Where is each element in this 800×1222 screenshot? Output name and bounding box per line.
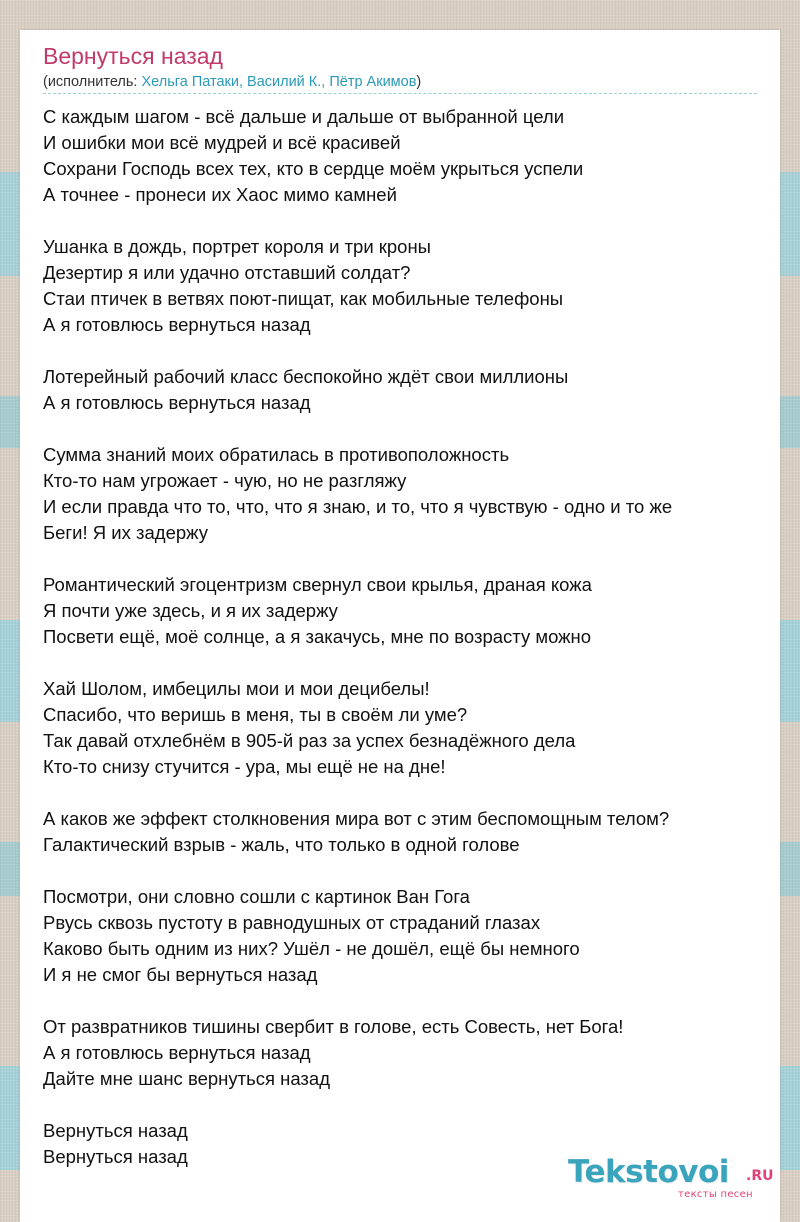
lyric-line: А я готовлюсь вернуться назад [43,392,311,413]
lyrics-stanza [43,884,768,988]
lyrics-stanza [43,104,768,208]
lyric-line: А точнее - пронеси их Хаос мимо камней [43,184,397,205]
artist-suffix: ) [416,74,422,90]
lyrics-stanza [43,364,768,416]
lyric-line: А я готовлюсь вернуться назад [43,314,311,335]
lyrics-stanza [43,806,768,858]
lyric-line: Ушанка в дождь, портрет короля и три кроны [43,236,431,257]
lyric-line: И ошибки мои всё мудрей и всё красивей [43,132,401,153]
lyric-line: Стаи птичек в ветвях поют-пищат, как мобильные телефоны [43,288,564,309]
lyric-line: Романтический эгоцентризм свернул свои крылья, драная кожа [43,574,592,595]
lyric-line: Посвети ещё, моё солнце, а я закачусь, мне по возрасту можно [43,626,592,647]
lyric-line: Вернуться назад [43,1120,188,1141]
lyric-line: А я готовлюсь вернуться назад [43,1042,311,1063]
lyrics-stanza [43,572,768,650]
lyric-line: Каково быть одним из них? Ушёл - не дошёл, ещё бы немного [43,938,580,959]
lyrics-stanza [43,442,768,546]
lyric-line: А каков же эффект столкновения мира вот с этим беспомощным телом? [43,808,670,829]
logo-subtitle: тексты песен [678,1189,753,1200]
artist-prefix: (исполнитель: [43,74,142,90]
lyric-line: Беги! Я их задержу [43,522,208,543]
lyric-line: Галактический взрыв - жаль, что только в одной голове [43,834,520,855]
lyrics-body [43,104,768,1170]
lyric-line: Кто-то нам угрожает - чую, но не разгляжу [43,470,407,491]
lyric-line: Я почти уже здесь, и я их задержу [43,600,338,621]
lyric-line: Рвусь сквозь пустоту в равнодушных от страданий глазах [43,912,541,933]
artist-links[interactable]: Хельга Патаки, Василий К., Пётр Акимов [141,74,417,90]
lyric-line: Дайте мне шанс вернуться назад [43,1068,330,1089]
lyrics-sheet [20,30,780,1222]
lyric-line: Сохрани Господь всех тех, кто в сердце моём укрыться успели [43,158,584,179]
logo-wordmark: Tekstovoi [568,1154,729,1190]
lyric-line: Дезертир я или удачно отставший солдат? [43,262,411,283]
logo-tld: .RU [746,1168,774,1184]
lyric-line: И я не смог бы вернуться назад [43,964,318,985]
artist-line [43,74,421,90]
lyric-line: Посмотри, они словно сошли с картинок Ван Гога [43,886,470,907]
lyric-line: Спасибо, что веришь в меня, ты в своём ли уме? [43,704,468,725]
lyric-line: Хай Шолом, имбецилы мои и мои децибелы! [43,678,430,699]
lyric-line: Кто-то снизу стучится - ура, мы ещё не на дне! [43,756,446,777]
title-divider [43,93,757,94]
lyric-line: Сумма знаний моих обратилась в противоположность [43,444,510,465]
lyrics-stanza [43,234,768,338]
lyric-line: От развратников тишины свербит в голове, есть Совесть, нет Бога! [43,1016,624,1037]
lyrics-stanza [43,1014,768,1092]
song-title: Вернуться назад [43,43,223,69]
lyric-line: С каждым шагом - всё дальше и дальше от выбранной цели [43,106,565,127]
lyric-line: Лотерейный рабочий класс беспокойно ждёт свои миллионы [43,366,569,387]
site-logo[interactable] [568,1154,778,1204]
lyric-line: Так давай отхлебнём в 905-й раз за успех безнадёжного дела [43,730,576,751]
lyric-line: Вернуться назад [43,1146,188,1167]
lyric-line: И если правда что то, что, что я знаю, и то, что я чувствую - одно и то же [43,496,673,517]
lyrics-stanza [43,676,768,780]
